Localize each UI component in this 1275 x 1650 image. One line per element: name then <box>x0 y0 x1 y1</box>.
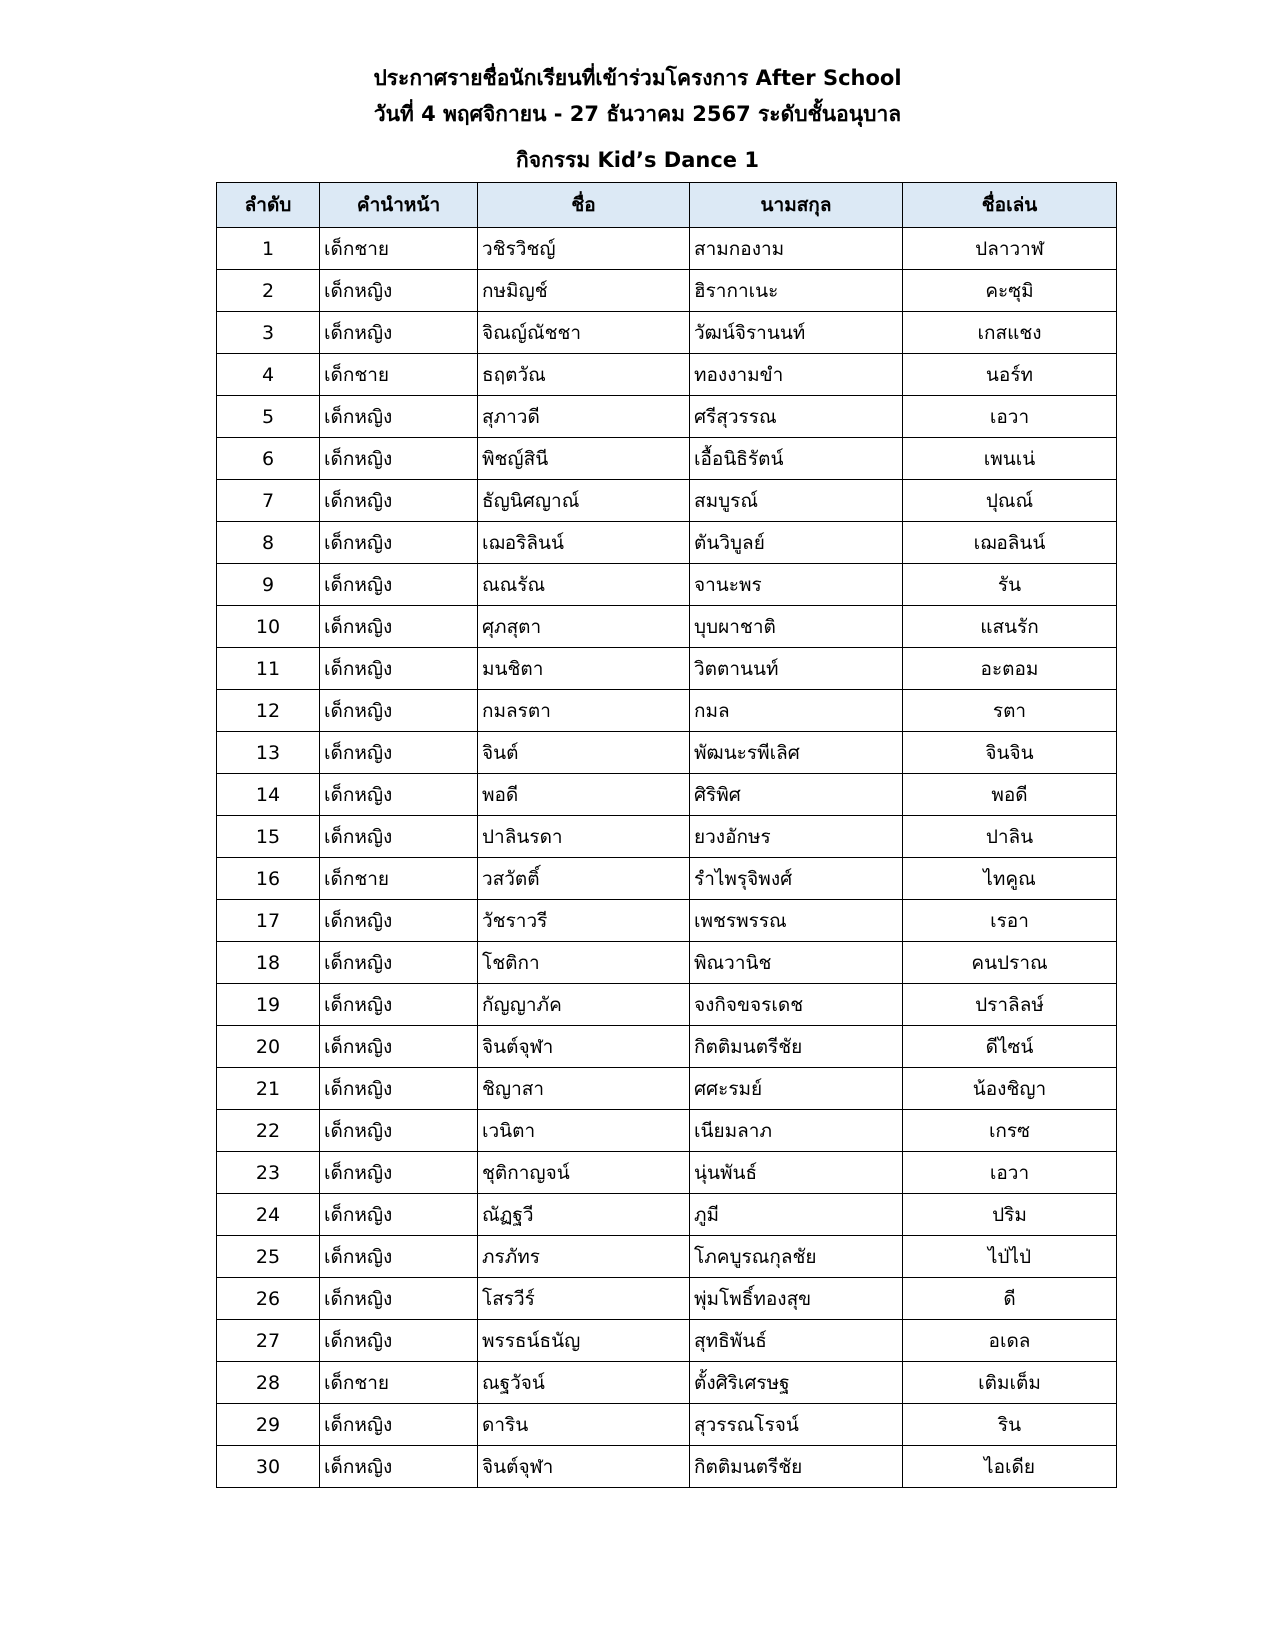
cell-no: 24 <box>217 1194 320 1236</box>
cell-prefix: เด็กหญิง <box>320 1320 478 1362</box>
cell-no: 15 <box>217 816 320 858</box>
cell-no: 4 <box>217 354 320 396</box>
cell-first-name: วสวัตติ์ <box>478 858 690 900</box>
column-header-prefix: คำนำหน้า <box>320 183 478 228</box>
table-row <box>217 816 1117 858</box>
cell-prefix: เด็กหญิง <box>320 774 478 816</box>
cell-prefix: เด็กหญิง <box>320 270 478 312</box>
table-row <box>217 1320 1117 1362</box>
table-row <box>217 942 1117 984</box>
cell-nickname: เอวา <box>903 396 1117 438</box>
cell-nickname: ปราลิลษ์ <box>903 984 1117 1026</box>
cell-nickname: ไทคูณ <box>903 858 1117 900</box>
cell-prefix: เด็กหญิง <box>320 984 478 1026</box>
cell-prefix: เด็กหญิง <box>320 564 478 606</box>
cell-prefix: เด็กหญิง <box>320 1404 478 1446</box>
cell-last-name: สมบูรณ์ <box>690 480 903 522</box>
cell-no: 1 <box>217 228 320 270</box>
cell-last-name: ทองงามขำ <box>690 354 903 396</box>
table-row <box>217 1026 1117 1068</box>
cell-nickname: ดีไซน์ <box>903 1026 1117 1068</box>
cell-first-name: มนชิตา <box>478 648 690 690</box>
cell-nickname: เรอา <box>903 900 1117 942</box>
cell-last-name: โภคบูรณกุลชัย <box>690 1236 903 1278</box>
cell-first-name: จินต์ <box>478 732 690 774</box>
cell-prefix: เด็กหญิง <box>320 1194 478 1236</box>
cell-no: 19 <box>217 984 320 1026</box>
cell-nickname: อเดล <box>903 1320 1117 1362</box>
cell-first-name: พรรธน์ธนัญ <box>478 1320 690 1362</box>
table-row <box>217 438 1117 480</box>
cell-no: 16 <box>217 858 320 900</box>
table-row <box>217 1404 1117 1446</box>
cell-first-name: ธฤตวัณ <box>478 354 690 396</box>
cell-prefix: เด็กชาย <box>320 858 478 900</box>
cell-first-name: โสรวีร์ <box>478 1278 690 1320</box>
cell-last-name: สุวรรณโรจน์ <box>690 1404 903 1446</box>
cell-nickname: อะตอม <box>903 648 1117 690</box>
cell-no: 7 <box>217 480 320 522</box>
cell-no: 13 <box>217 732 320 774</box>
cell-prefix: เด็กหญิง <box>320 1278 478 1320</box>
table-row <box>217 312 1117 354</box>
cell-first-name: ดาริน <box>478 1404 690 1446</box>
cell-last-name: สุทธิพันธ์ <box>690 1320 903 1362</box>
cell-first-name: ณฐวัจน์ <box>478 1362 690 1404</box>
cell-last-name: ภูมี <box>690 1194 903 1236</box>
cell-last-name: จานะพร <box>690 564 903 606</box>
cell-last-name: เนียมลาภ <box>690 1110 903 1152</box>
cell-last-name: ศรีสุวรรณ <box>690 396 903 438</box>
column-header-nickname: ชื่อเล่น <box>903 183 1117 228</box>
table-row <box>217 690 1117 732</box>
cell-no: 14 <box>217 774 320 816</box>
cell-last-name: บุบผาชาติ <box>690 606 903 648</box>
cell-first-name: ธัญนิศญาณ์ <box>478 480 690 522</box>
cell-no: 20 <box>217 1026 320 1068</box>
cell-prefix: เด็กหญิง <box>320 522 478 564</box>
table-row <box>217 1446 1117 1488</box>
cell-prefix: เด็กหญิง <box>320 732 478 774</box>
student-roster-table <box>216 182 1117 1488</box>
title-line-2: วันที่ 4 พฤศจิกายน - 27 ธันวาคม 2567 ระดับชั้นอนุบาล <box>373 102 902 126</box>
cell-last-name: สามกองาม <box>690 228 903 270</box>
cell-last-name: ศิริพิศ <box>690 774 903 816</box>
cell-no: 6 <box>217 438 320 480</box>
cell-last-name: พุ่มโพธิ์ทองสุข <box>690 1278 903 1320</box>
cell-nickname: คะซุมิ <box>903 270 1117 312</box>
cell-prefix: เด็กหญิง <box>320 816 478 858</box>
table-row <box>217 984 1117 1026</box>
cell-nickname: เกสแชง <box>903 312 1117 354</box>
cell-last-name: พิณวานิช <box>690 942 903 984</box>
cell-nickname: น้องชิญา <box>903 1068 1117 1110</box>
table-row <box>217 1194 1117 1236</box>
cell-no: 27 <box>217 1320 320 1362</box>
cell-prefix: เด็กชาย <box>320 228 478 270</box>
cell-last-name: กมล <box>690 690 903 732</box>
cell-first-name: วชิรวิชญ์ <box>478 228 690 270</box>
cell-last-name: วัฒน์จิรานนท์ <box>690 312 903 354</box>
cell-first-name: ณัฏฐวี <box>478 1194 690 1236</box>
cell-prefix: เด็กหญิง <box>320 312 478 354</box>
cell-nickname: เพนเน่ <box>903 438 1117 480</box>
table-row <box>217 270 1117 312</box>
cell-first-name: กมลรตา <box>478 690 690 732</box>
cell-no: 28 <box>217 1362 320 1404</box>
table-row <box>217 1110 1117 1152</box>
cell-nickname: ไอเดีย <box>903 1446 1117 1488</box>
cell-first-name: สุภาวดี <box>478 396 690 438</box>
cell-first-name: กัญญาภัค <box>478 984 690 1026</box>
column-header-first-name: ชื่อ <box>478 183 690 228</box>
cell-nickname: ปริม <box>903 1194 1117 1236</box>
cell-first-name: จินต์จุฬา <box>478 1026 690 1068</box>
cell-last-name: ศศะรมย์ <box>690 1068 903 1110</box>
cell-prefix: เด็กหญิง <box>320 606 478 648</box>
cell-last-name: กิตติมนตรีชัย <box>690 1026 903 1068</box>
table-row <box>217 1362 1117 1404</box>
cell-nickname: พอดี <box>903 774 1117 816</box>
cell-first-name: ชุติกาญจน์ <box>478 1152 690 1194</box>
table-row <box>217 648 1117 690</box>
cell-nickname: รัน <box>903 564 1117 606</box>
table-row <box>217 1278 1117 1320</box>
column-header-last-name: นามสกุล <box>690 183 903 228</box>
activity-title: กิจกรรม Kid’s Dance 1 <box>516 148 759 172</box>
cell-first-name: ศุภสุตา <box>478 606 690 648</box>
table-row <box>217 354 1117 396</box>
table-row <box>217 564 1117 606</box>
cell-no: 26 <box>217 1278 320 1320</box>
cell-nickname: ปุณณ์ <box>903 480 1117 522</box>
cell-last-name: ฮิรากาเนะ <box>690 270 903 312</box>
cell-no: 8 <box>217 522 320 564</box>
table-row <box>217 480 1117 522</box>
cell-prefix: เด็กชาย <box>320 354 478 396</box>
cell-nickname: เฌอลินน์ <box>903 522 1117 564</box>
cell-last-name: ตันวิบูลย์ <box>690 522 903 564</box>
cell-nickname: ดี <box>903 1278 1117 1320</box>
cell-no: 12 <box>217 690 320 732</box>
cell-no: 5 <box>217 396 320 438</box>
cell-nickname: เติมเต็ม <box>903 1362 1117 1404</box>
table-row <box>217 1236 1117 1278</box>
cell-first-name: จิณญ์ณัชชา <box>478 312 690 354</box>
cell-first-name: จินต์จุฬา <box>478 1446 690 1488</box>
cell-nickname: จินจิน <box>903 732 1117 774</box>
cell-no: 23 <box>217 1152 320 1194</box>
cell-first-name: เฌอริลินน์ <box>478 522 690 564</box>
table-row <box>217 606 1117 648</box>
cell-nickname: เกรซ <box>903 1110 1117 1152</box>
table-row <box>217 228 1117 270</box>
cell-no: 3 <box>217 312 320 354</box>
cell-last-name: เอื้อนิธิรัตน์ <box>690 438 903 480</box>
cell-nickname: นอร์ท <box>903 354 1117 396</box>
table-row <box>217 732 1117 774</box>
cell-first-name: วัชราวรี <box>478 900 690 942</box>
cell-first-name: พอดี <box>478 774 690 816</box>
cell-no: 30 <box>217 1446 320 1488</box>
cell-no: 17 <box>217 900 320 942</box>
table-row <box>217 1152 1117 1194</box>
cell-first-name: ณณรัณ <box>478 564 690 606</box>
cell-prefix: เด็กหญิง <box>320 1152 478 1194</box>
cell-prefix: เด็กหญิง <box>320 648 478 690</box>
cell-last-name: นุ่นพันธ์ <box>690 1152 903 1194</box>
cell-last-name: วิตตานนท์ <box>690 648 903 690</box>
cell-no: 10 <box>217 606 320 648</box>
cell-first-name: พิชญ์สินี <box>478 438 690 480</box>
cell-first-name: โชติกา <box>478 942 690 984</box>
cell-last-name: รำไพรุจิพงศ์ <box>690 858 903 900</box>
cell-prefix: เด็กชาย <box>320 1362 478 1404</box>
cell-last-name: เพชรพรรณ <box>690 900 903 942</box>
cell-no: 25 <box>217 1236 320 1278</box>
cell-no: 2 <box>217 270 320 312</box>
cell-prefix: เด็กหญิง <box>320 396 478 438</box>
cell-no: 29 <box>217 1404 320 1446</box>
cell-no: 22 <box>217 1110 320 1152</box>
cell-last-name: จงกิจขจรเดช <box>690 984 903 1026</box>
cell-nickname: ไป่ไป่ <box>903 1236 1117 1278</box>
cell-no: 9 <box>217 564 320 606</box>
cell-nickname: รตา <box>903 690 1117 732</box>
cell-nickname: เอวา <box>903 1152 1117 1194</box>
cell-last-name: ยวงอักษร <box>690 816 903 858</box>
table-row <box>217 900 1117 942</box>
cell-prefix: เด็กหญิง <box>320 942 478 984</box>
cell-prefix: เด็กหญิง <box>320 690 478 732</box>
cell-prefix: เด็กหญิง <box>320 900 478 942</box>
cell-nickname: ปลาวาฬ <box>903 228 1117 270</box>
cell-nickname: คนปราณ <box>903 942 1117 984</box>
cell-no: 11 <box>217 648 320 690</box>
cell-prefix: เด็กหญิง <box>320 1446 478 1488</box>
cell-prefix: เด็กหญิง <box>320 1236 478 1278</box>
table-header-row <box>217 183 1117 228</box>
cell-last-name: ตั้งศิริเศรษฐ <box>690 1362 903 1404</box>
cell-last-name: พัฒนะรพีเลิศ <box>690 732 903 774</box>
cell-prefix: เด็กหญิง <box>320 480 478 522</box>
table-row <box>217 396 1117 438</box>
table-row <box>217 858 1117 900</box>
table-row <box>217 774 1117 816</box>
cell-first-name: ปาลินรดา <box>478 816 690 858</box>
cell-first-name: กษมิญช์ <box>478 270 690 312</box>
cell-prefix: เด็กหญิง <box>320 1026 478 1068</box>
cell-prefix: เด็กหญิง <box>320 438 478 480</box>
cell-no: 18 <box>217 942 320 984</box>
cell-no: 21 <box>217 1068 320 1110</box>
cell-first-name: ภรภัทร <box>478 1236 690 1278</box>
cell-nickname: แสนรัก <box>903 606 1117 648</box>
cell-last-name: กิตติมนตรีชัย <box>690 1446 903 1488</box>
cell-prefix: เด็กหญิง <box>320 1110 478 1152</box>
table-row <box>217 1068 1117 1110</box>
column-header-no: ลำดับ <box>217 183 320 228</box>
cell-prefix: เด็กหญิง <box>320 1068 478 1110</box>
cell-nickname: ปาลิน <box>903 816 1117 858</box>
document-title <box>0 60 1275 132</box>
cell-nickname: ริน <box>903 1404 1117 1446</box>
title-line-1: ประกาศรายชื่อนักเรียนที่เข้าร่วมโครงการ After School <box>373 66 902 90</box>
cell-first-name: เวนิตา <box>478 1110 690 1152</box>
table-row <box>217 522 1117 564</box>
cell-first-name: ชิญาสา <box>478 1068 690 1110</box>
